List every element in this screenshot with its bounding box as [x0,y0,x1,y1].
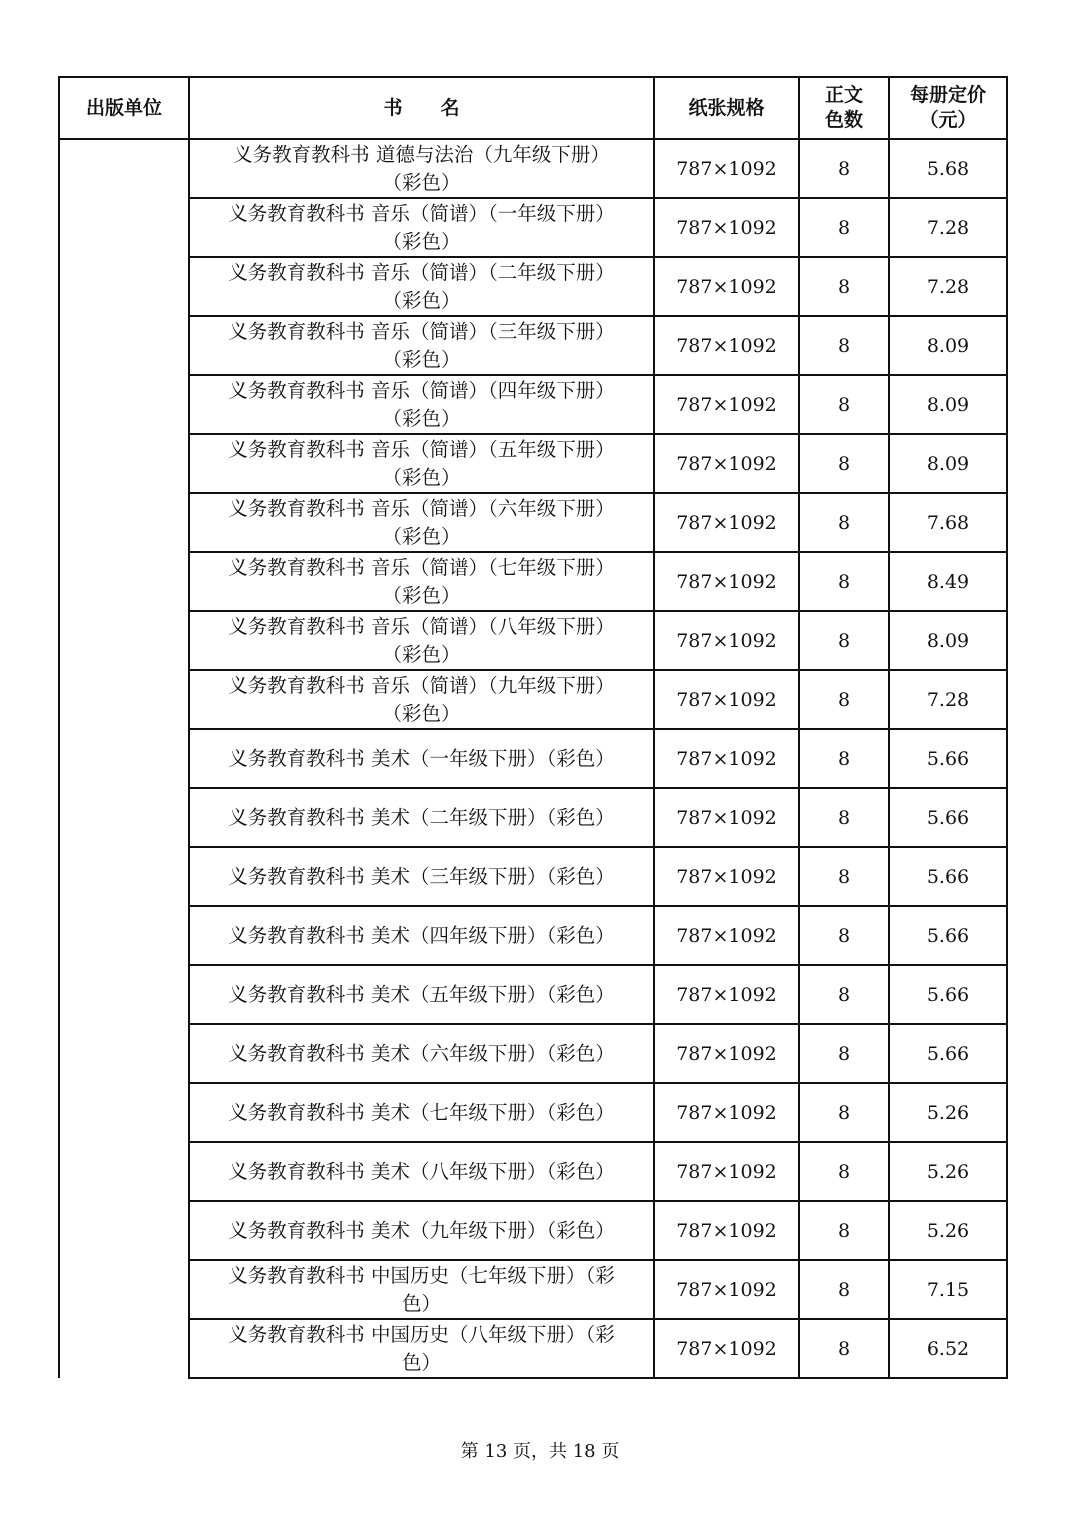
paper-size-cell: 787×1092 [654,434,799,493]
table-row [59,257,1007,316]
paper-size-cell: 787×1092 [654,493,799,552]
color-count-cell: 8 [799,611,889,670]
table-row [59,847,1007,906]
color-count-cell: 8 [799,1024,889,1083]
unit-price-cell: 5.68 [889,139,1007,198]
color-count-cell: 8 [799,493,889,552]
paper-size-cell: 787×1092 [654,198,799,257]
color-count-cell: 8 [799,1201,889,1260]
color-count-cell: 8 [799,1319,889,1378]
color-count-cell: 8 [799,375,889,434]
unit-price-cell: 5.66 [889,1024,1007,1083]
color-count-cell: 8 [799,670,889,729]
book-title-cell: 义务教育教科书 音乐（简谱）（三年级下册） （彩色） [189,316,654,375]
book-title-cell: 义务教育教科书 美术（二年级下册）（彩色） [189,788,654,847]
unit-price-cell: 5.66 [889,788,1007,847]
unit-price-cell: 8.09 [889,316,1007,375]
unit-price-cell: 7.68 [889,493,1007,552]
book-title-cell: 义务教育教科书 音乐（简谱）（六年级下册） （彩色） [189,493,654,552]
paper-size-cell: 787×1092 [654,729,799,788]
unit-price-cell: 7.28 [889,198,1007,257]
book-title-cell: 义务教育教科书 美术（七年级下册）（彩色） [189,1083,654,1142]
book-title-cell: 义务教育教科书 美术（六年级下册）（彩色） [189,1024,654,1083]
unit-price-cell: 6.52 [889,1319,1007,1378]
table-row [59,611,1007,670]
book-title-cell: 义务教育教科书 音乐（简谱）（五年级下册） （彩色） [189,434,654,493]
table-row [59,434,1007,493]
header-paper-size: 纸张规格 [654,77,799,139]
paper-size-cell: 787×1092 [654,788,799,847]
paper-size-cell: 787×1092 [654,552,799,611]
color-count-cell: 8 [799,316,889,375]
price-table-container [58,76,1006,1379]
book-title-cell: 义务教育教科书 音乐（简谱）（一年级下册） （彩色） [189,198,654,257]
color-count-cell: 8 [799,1142,889,1201]
paper-size-cell: 787×1092 [654,1024,799,1083]
header-unit-price: 每册定价 （元） [889,77,1007,139]
color-count-cell: 8 [799,257,889,316]
table-row [59,316,1007,375]
unit-price-cell: 7.28 [889,257,1007,316]
unit-price-cell: 5.26 [889,1083,1007,1142]
header-publisher: 出版单位 [59,77,189,139]
paper-size-cell: 787×1092 [654,847,799,906]
book-title-cell: 义务教育教科书 音乐（简谱）（七年级下册） （彩色） [189,552,654,611]
header-title: 书 名 [189,77,654,139]
table-row [59,1083,1007,1142]
publisher-cell [59,139,189,1378]
color-count-cell: 8 [799,434,889,493]
unit-price-cell: 5.66 [889,729,1007,788]
paper-size-cell: 787×1092 [654,1260,799,1319]
book-title-cell: 义务教育教科书 音乐（简谱）（九年级下册） （彩色） [189,670,654,729]
color-count-cell: 8 [799,1083,889,1142]
unit-price-cell: 8.09 [889,375,1007,434]
book-title-cell: 义务教育教科书 美术（五年级下册）（彩色） [189,965,654,1024]
unit-price-cell: 5.66 [889,906,1007,965]
paper-size-cell: 787×1092 [654,906,799,965]
book-title-cell: 义务教育教科书 中国历史（八年级下册）（彩 色） [189,1319,654,1378]
paper-size-cell: 787×1092 [654,316,799,375]
book-title-cell: 义务教育教科书 美术（八年级下册）（彩色） [189,1142,654,1201]
unit-price-cell: 7.28 [889,670,1007,729]
color-count-cell: 8 [799,552,889,611]
table-row [59,552,1007,611]
table-row [59,965,1007,1024]
paper-size-cell: 787×1092 [654,375,799,434]
paper-size-cell: 787×1092 [654,1142,799,1201]
table-row [59,1260,1007,1319]
unit-price-cell: 5.66 [889,847,1007,906]
unit-price-cell: 8.49 [889,552,1007,611]
book-title-cell: 义务教育教科书 美术（四年级下册）（彩色） [189,906,654,965]
color-count-cell: 8 [799,1260,889,1319]
color-count-cell: 8 [799,847,889,906]
table-row [59,375,1007,434]
table-row [59,788,1007,847]
book-title-cell: 义务教育教科书 音乐（简谱）（四年级下册） （彩色） [189,375,654,434]
unit-price-cell: 5.26 [889,1201,1007,1260]
color-count-cell: 8 [799,198,889,257]
unit-price-cell: 5.66 [889,965,1007,1024]
paper-size-cell: 787×1092 [654,1319,799,1378]
unit-price-cell: 8.09 [889,611,1007,670]
book-title-cell: 义务教育教科书 美术（一年级下册）（彩色） [189,729,654,788]
table-header-row [59,77,1007,139]
table-row [59,493,1007,552]
book-title-cell: 义务教育教科书 美术（三年级下册）（彩色） [189,847,654,906]
color-count-cell: 8 [799,965,889,1024]
table-row [59,139,1007,198]
color-count-cell: 8 [799,788,889,847]
table-row [59,670,1007,729]
book-title-cell: 义务教育教科书 道德与法治（九年级下册） （彩色） [189,139,654,198]
price-table [58,76,1008,1379]
paper-size-cell: 787×1092 [654,139,799,198]
table-row [59,906,1007,965]
table-row [59,1319,1007,1378]
table-body [59,139,1007,1378]
table-row [59,198,1007,257]
table-row [59,1024,1007,1083]
page-footer: 第 13 页，共 18 页 [460,1441,620,1462]
paper-size-cell: 787×1092 [654,965,799,1024]
unit-price-cell: 7.15 [889,1260,1007,1319]
book-title-cell: 义务教育教科书 音乐（简谱）（八年级下册） （彩色） [189,611,654,670]
table-row [59,1201,1007,1260]
paper-size-cell: 787×1092 [654,257,799,316]
header-color-count: 正文 色数 [799,77,889,139]
paper-size-cell: 787×1092 [654,670,799,729]
unit-price-cell: 5.26 [889,1142,1007,1201]
table-row [59,1142,1007,1201]
paper-size-cell: 787×1092 [654,1201,799,1260]
paper-size-cell: 787×1092 [654,1083,799,1142]
color-count-cell: 8 [799,139,889,198]
color-count-cell: 8 [799,906,889,965]
unit-price-cell: 8.09 [889,434,1007,493]
color-count-cell: 8 [799,729,889,788]
book-title-cell: 义务教育教科书 美术（九年级下册）（彩色） [189,1201,654,1260]
book-title-cell: 义务教育教科书 中国历史（七年级下册）（彩 色） [189,1260,654,1319]
table-row [59,729,1007,788]
book-title-cell: 义务教育教科书 音乐（简谱）（二年级下册） （彩色） [189,257,654,316]
paper-size-cell: 787×1092 [654,611,799,670]
